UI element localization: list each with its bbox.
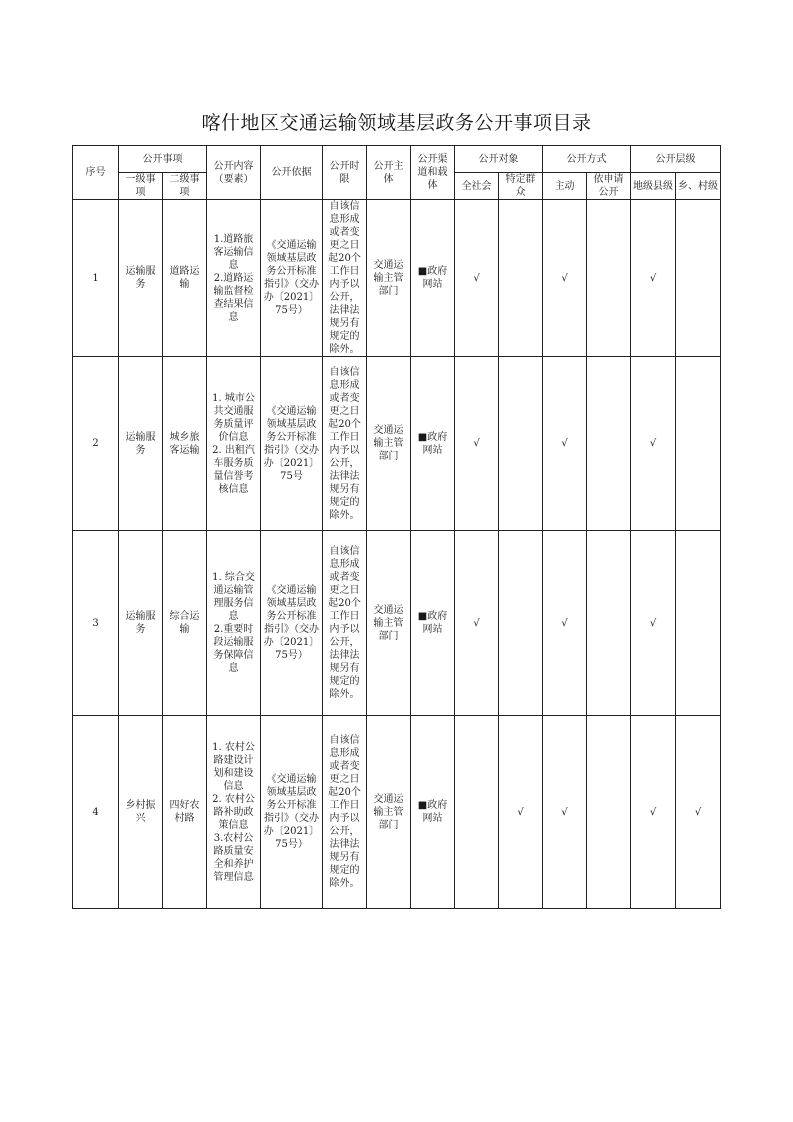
row-channel: ■政府网站 xyxy=(411,357,455,531)
row-content: 1. 农村公路建设计划和建设信息 2. 农村公路补助政策信息 3.农村公路质量安全和养护管理信息 xyxy=(207,716,261,909)
row-level-county: √ xyxy=(631,200,676,357)
row-method-apply xyxy=(587,716,631,909)
header-method-active: 主动 xyxy=(543,173,587,200)
table-row xyxy=(73,200,721,357)
page-title: 喀什地区交通运输领域基层政务公开事项目录 xyxy=(201,112,592,134)
header-level-group: 公开层级 xyxy=(631,146,721,173)
row-method-apply xyxy=(587,200,631,357)
header-basis: 公开依据 xyxy=(261,146,323,200)
row-level1: 乡村振兴 xyxy=(119,716,163,909)
row-level2: 城乡旅客运输 xyxy=(163,357,207,531)
row-method-active: √ xyxy=(543,531,587,716)
row-method-apply xyxy=(587,357,631,531)
row-basis: 《交通运输领域基层政务公开标准指引》（交办办〔2021〕75号） xyxy=(261,200,323,357)
row-method-active: √ xyxy=(543,200,587,357)
row-target-specific xyxy=(499,357,543,531)
row-level2: 综合运输 xyxy=(163,531,207,716)
row-level-county: √ xyxy=(631,716,676,909)
row-subject: 交通运输主管部门 xyxy=(367,531,411,716)
row-target-all xyxy=(455,716,499,909)
row-target-specific xyxy=(499,200,543,357)
header-target-group: 公开对象 xyxy=(455,146,543,173)
row-level-village xyxy=(676,200,721,357)
row-time: 自该信息形成或者变更之日起20个工作日内予以公开，法律法规另有规定的除外。 xyxy=(323,357,367,531)
row-content: 1. 城市公共交通服务质量评价信息 2. 出租汽车服务质量信誉考核信息 xyxy=(207,357,261,531)
row-target-all: √ xyxy=(455,357,499,531)
row-target-specific xyxy=(499,531,543,716)
table-row xyxy=(73,357,721,531)
row-seq: 1 xyxy=(73,200,119,357)
header-subject: 公开主体 xyxy=(367,146,411,200)
row-channel: ■政府网站 xyxy=(411,200,455,357)
row-method-active: √ xyxy=(543,716,587,909)
row-level2: 四好农村路 xyxy=(163,716,207,909)
catalog-table xyxy=(72,145,721,909)
row-method-apply xyxy=(587,531,631,716)
row-basis: 《交通运输领域基层政务公开标准指引》（交办办〔2021〕75号） xyxy=(261,716,323,909)
row-content: 1. 综合交通运输管理服务信息 2.重要时段运输服务保障信息 xyxy=(207,531,261,716)
row-subject: 交通运输主管部门 xyxy=(367,716,411,909)
row-subject: 交通运输主管部门 xyxy=(367,357,411,531)
row-channel: ■政府网站 xyxy=(411,531,455,716)
row-channel: ■政府网站 xyxy=(411,716,455,909)
row-method-active: √ xyxy=(543,357,587,531)
row-target-specific: √ xyxy=(499,716,543,909)
row-level-county: √ xyxy=(631,531,676,716)
row-level-village xyxy=(676,531,721,716)
table-row xyxy=(73,531,721,716)
row-time: 自该信息形成或者变更之日起20个工作日内予以公开，法律法规另有规定的除外。 xyxy=(323,531,367,716)
header-seq: 序号 xyxy=(73,146,119,200)
header-level2: 二级事项 xyxy=(163,173,207,200)
header-target-specific: 特定群众 xyxy=(499,173,543,200)
row-level1: 运输服务 xyxy=(119,357,163,531)
row-target-all: √ xyxy=(455,200,499,357)
row-time: 自该信息形成或者变更之日起20个工作日内予以公开，法律法规另有规定的除外。 xyxy=(323,716,367,909)
header-method-group: 公开方式 xyxy=(543,146,631,173)
row-level2: 道路运输 xyxy=(163,200,207,357)
row-content: 1.道路旅客运输信息 2.道路运输监督检查结果信息 xyxy=(207,200,261,357)
row-level-county: √ xyxy=(631,357,676,531)
header-target-all: 全社会 xyxy=(455,173,499,200)
row-basis: 《交通运输领域基层政务公开标准指引》（交办办〔2021〕75号 xyxy=(261,357,323,531)
row-level1: 运输服务 xyxy=(119,531,163,716)
row-target-all: √ xyxy=(455,531,499,716)
row-seq: 2 xyxy=(73,357,119,531)
row-level-village xyxy=(676,357,721,531)
header-content: 公开内容（要素） xyxy=(207,146,261,200)
row-level1: 运输服务 xyxy=(119,200,163,357)
header-level-village: 乡、村级 xyxy=(676,173,721,200)
header-channel: 公开渠道和载体 xyxy=(411,146,455,200)
row-basis: 《交通运输领域基层政务公开标准指引》（交办办〔2021〕75号） xyxy=(261,531,323,716)
row-seq: 3 xyxy=(73,531,119,716)
header-method-apply: 依申请公开 xyxy=(587,173,631,200)
header-level1: 一级事项 xyxy=(119,173,163,200)
header-level-county: 地级县级 xyxy=(631,173,676,200)
header-item-group: 公开事项 xyxy=(119,146,207,173)
header-row-1 xyxy=(73,146,721,173)
row-time: 自该信息形成或者变更之日起20个工作日内予以公开，法律法规另有规定的除外。 xyxy=(323,200,367,357)
row-seq: 4 xyxy=(73,716,119,909)
header-time: 公开时限 xyxy=(323,146,367,200)
row-subject: 交通运输主管部门 xyxy=(367,200,411,357)
table-row xyxy=(73,716,721,909)
row-level-village: √ xyxy=(676,716,721,909)
